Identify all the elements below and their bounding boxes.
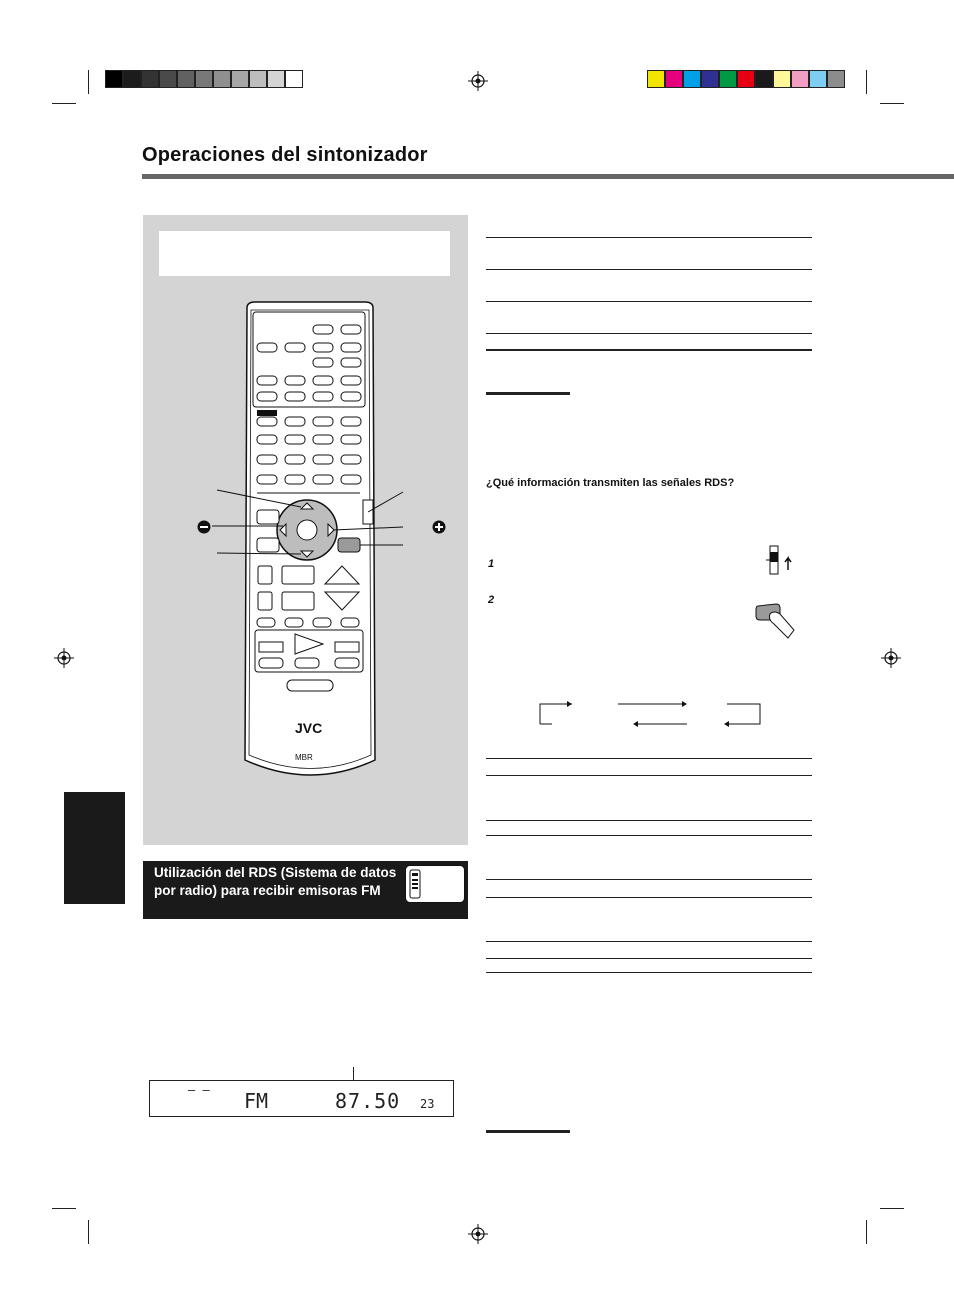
language-side-tab <box>64 792 125 904</box>
gray-swatch <box>267 70 285 88</box>
remote-only-label <box>423 875 460 897</box>
color-swatch <box>719 70 737 88</box>
color-swatch <box>701 70 719 88</box>
table-rule <box>486 972 812 973</box>
gray-swatch <box>123 70 141 88</box>
table-rule <box>486 775 812 776</box>
gray-swatch <box>195 70 213 88</box>
display-cycle-diagram <box>530 696 770 730</box>
color-swatch <box>827 70 845 88</box>
remote-control-illustration <box>195 300 455 785</box>
remote-only-badge <box>405 865 465 903</box>
section-heading-text: Utilización del RDS (Sistema de datos por radio) para recibir emisoras FM <box>154 865 397 898</box>
display-frequency: 87.50 <box>335 1089 401 1113</box>
gray-swatch <box>105 70 123 88</box>
remote-brand-logo: JVC <box>295 720 323 736</box>
table-rule <box>486 958 812 959</box>
tuner-display <box>149 1080 454 1117</box>
subheading-rule <box>486 392 570 395</box>
display-preset: 23 <box>420 1097 435 1111</box>
step-number: 2 <box>488 594 495 606</box>
color-swatch <box>737 70 755 88</box>
gray-swatch <box>159 70 177 88</box>
color-swatch <box>773 70 791 88</box>
color-swatch <box>791 70 809 88</box>
gray-swatch <box>213 70 231 88</box>
table-rule <box>486 269 812 270</box>
subheading-rule <box>486 1130 570 1133</box>
color-swatch <box>809 70 827 88</box>
display-pointer-line <box>353 1067 354 1081</box>
gray-swatch <box>249 70 267 88</box>
registration-target-icon <box>468 1224 488 1244</box>
table-rule <box>486 879 812 880</box>
color-swatch <box>755 70 773 88</box>
gray-swatch <box>285 70 303 88</box>
minus-circle-icon <box>197 520 211 534</box>
table-rule <box>486 835 812 836</box>
gray-swatch <box>231 70 249 88</box>
rds-question-heading: ¿Qué información transmiten las señales RDS? <box>486 477 735 489</box>
remote-icon <box>409 869 421 899</box>
panel-caption-box <box>159 231 450 276</box>
color-swatch <box>665 70 683 88</box>
plus-circle-icon <box>432 520 446 534</box>
table-rule <box>486 820 812 821</box>
registration-target-icon <box>54 648 74 668</box>
page-title: Operaciones del sintonizador <box>142 144 428 166</box>
gray-swatch <box>141 70 159 88</box>
mode-switch-icon <box>766 540 796 580</box>
remote-only-label-line: ONLY <box>427 886 455 897</box>
table-rule <box>486 897 812 898</box>
finger-press-icon <box>752 600 798 642</box>
remote-model-logo: MBR <box>295 753 313 762</box>
color-swatch <box>647 70 665 88</box>
table-rule <box>486 301 812 302</box>
step-number: 1 <box>488 558 495 570</box>
title-rule <box>142 174 954 179</box>
color-swatch <box>683 70 701 88</box>
remote-only-label-line: Remote <box>423 875 460 886</box>
table-rule <box>486 941 812 942</box>
table-rule <box>486 349 812 351</box>
gray-swatch <box>177 70 195 88</box>
registration-target-icon <box>468 71 488 91</box>
display-marks: – – <box>188 1083 210 1097</box>
display-band: FM <box>244 1089 269 1113</box>
table-rule <box>486 237 812 238</box>
section-heading <box>143 861 468 919</box>
table-rule <box>486 758 812 759</box>
table-rule <box>486 333 812 334</box>
registration-target-icon <box>881 648 901 668</box>
